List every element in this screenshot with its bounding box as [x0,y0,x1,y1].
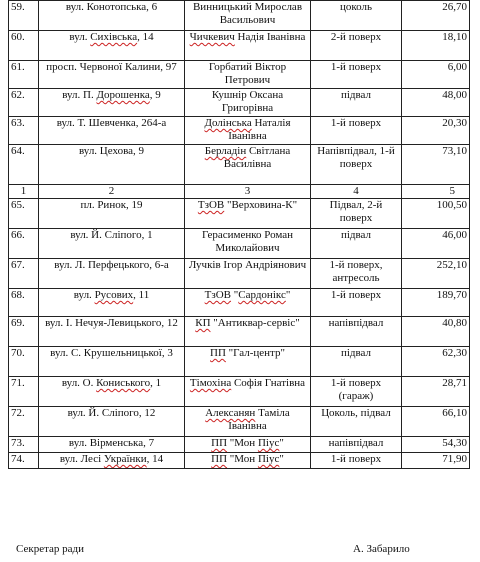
floor-cell: підвал [311,89,402,117]
table-row [9,61,470,89]
row-number-cell: 69. [9,317,39,347]
table-row [9,229,470,259]
floor-cell: 1-й поверх [311,61,402,89]
tenant-cell: Чичкевич Надія Іванівна [185,31,311,61]
tenant-cell: Винницький Мирослав Васильович [185,1,311,31]
area-cell: 71,90 [402,453,470,469]
floor-cell: Напівпідвал, 1-й поверх [311,145,402,185]
floor-cell: Підвал, 2-й поверх [311,199,402,229]
table-row [9,199,470,229]
area-cell: 40,80 [402,317,470,347]
area-cell: 189,70 [402,289,470,317]
table-row [9,407,470,437]
signatory-name: А. Забарило [353,543,410,555]
tenant-cell: Тімохіна Софія Гнатівна [185,377,311,407]
address-cell: вул. Сихівська, 14 [39,31,185,61]
tenant-cell: Кушнір Оксана Григорівна [185,89,311,117]
address-cell: вул. Й. Сліпого, 1 [39,229,185,259]
table-row [9,377,470,407]
area-cell: 48,00 [402,89,470,117]
row-number-cell: 71. [9,377,39,407]
tenant-cell: ТзОВ "Сардонікс" [185,289,311,317]
address-cell: вул. Лесі Українки, 14 [39,453,185,469]
address-cell: вул. О. Кониського, 1 [39,377,185,407]
area-cell: 20,30 [402,117,470,145]
floor-cell: 1-й поверх [311,289,402,317]
row-number-cell: 64. [9,145,39,185]
table-row [9,31,470,61]
row-number-cell: 70. [9,347,39,377]
tenant-cell: ТзОВ "Верховина-К" [185,199,311,229]
tenant-cell: ПП "Гал-центр" [185,347,311,377]
tenant-cell: Алексанян Таміла Іванівна [185,407,311,437]
tenant-cell: Берладін Світлана Василівна [185,145,311,185]
table-row [9,1,470,31]
floor-cell: Цоколь, підвал [311,407,402,437]
area-cell: 73,10 [402,145,470,185]
row-number-cell: 65. [9,199,39,229]
table-row [9,89,470,117]
table-row [9,437,470,453]
floor-cell: цоколь [311,1,402,31]
tenant-cell: КП "Антиквар-сервіс" [185,317,311,347]
row-number-cell: 59. [9,1,39,31]
address-cell: вул. Л. Перфецького, 6-а [39,259,185,289]
address-cell: пл. Ринок, 19 [39,199,185,229]
floor-cell: 1-й поверх (гараж) [311,377,402,407]
table-row [9,317,470,347]
row-number-cell: 73. [9,437,39,453]
row-number-cell: 72. [9,407,39,437]
row-number-cell: 67. [9,259,39,289]
floor-cell: 1-й поверх [311,117,402,145]
address-cell: вул. Русових, 11 [39,289,185,317]
address-cell: вул. Вірменська, 7 [39,437,185,453]
area-cell: 28,71 [402,377,470,407]
table-row [9,145,470,185]
tenant-cell: ПП "Мон Піус" [185,453,311,469]
column-number: 3 [185,185,311,199]
table-row [9,289,470,317]
area-cell: 100,50 [402,199,470,229]
address-cell: вул. Конотопська, 6 [39,1,185,31]
row-number-cell: 68. [9,289,39,317]
tenant-cell: ПП "Мон Піус" [185,437,311,453]
tenant-cell: Долінська Наталія Іванівна [185,117,311,145]
row-number-cell: 62. [9,89,39,117]
address-cell: просп. Червоної Калини, 97 [39,61,185,89]
table-row [9,259,470,289]
column-number: 5 [402,185,470,199]
column-number: 1 [9,185,39,199]
premises-table [8,0,470,469]
floor-cell: підвал [311,229,402,259]
row-number-cell: 74. [9,453,39,469]
address-cell: вул. Цехова, 9 [39,145,185,185]
table-row [9,117,470,145]
column-number: 2 [39,185,185,199]
floor-cell: 1-й поверх, антресоль [311,259,402,289]
row-number-cell: 66. [9,229,39,259]
row-number-cell: 61. [9,61,39,89]
address-cell: вул. Т. Шевченка, 264-а [39,117,185,145]
floor-cell: 1-й поверх [311,453,402,469]
tenant-cell: Герасименко Роман Миколайович [185,229,311,259]
floor-cell: 2-й поверх [311,31,402,61]
tenant-cell: Лучків Ігор Андріянович [185,259,311,289]
address-cell: вул. С. Крушельницької, 3 [39,347,185,377]
address-cell: вул. Й. Сліпого, 12 [39,407,185,437]
area-cell: 26,70 [402,1,470,31]
area-cell: 18,10 [402,31,470,61]
area-cell: 252,10 [402,259,470,289]
row-number-cell: 60. [9,31,39,61]
column-number: 4 [311,185,402,199]
area-cell: 62,30 [402,347,470,377]
area-cell: 6,00 [402,61,470,89]
area-cell: 54,30 [402,437,470,453]
floor-cell: напівпідвал [311,317,402,347]
area-cell: 66,10 [402,407,470,437]
row-number-cell: 63. [9,117,39,145]
tenant-cell: Горбатий Віктор Петрович [185,61,311,89]
table-row [9,347,470,377]
table-row [9,453,470,469]
floor-cell: підвал [311,347,402,377]
address-cell: вул. П. Дорошенка, 9 [39,89,185,117]
address-cell: вул. І. Нечуя-Левицького, 12 [39,317,185,347]
floor-cell: напівпідвал [311,437,402,453]
area-cell: 46,00 [402,229,470,259]
secretary-title: Секретар ради [16,543,85,555]
column-number-row [9,185,470,199]
